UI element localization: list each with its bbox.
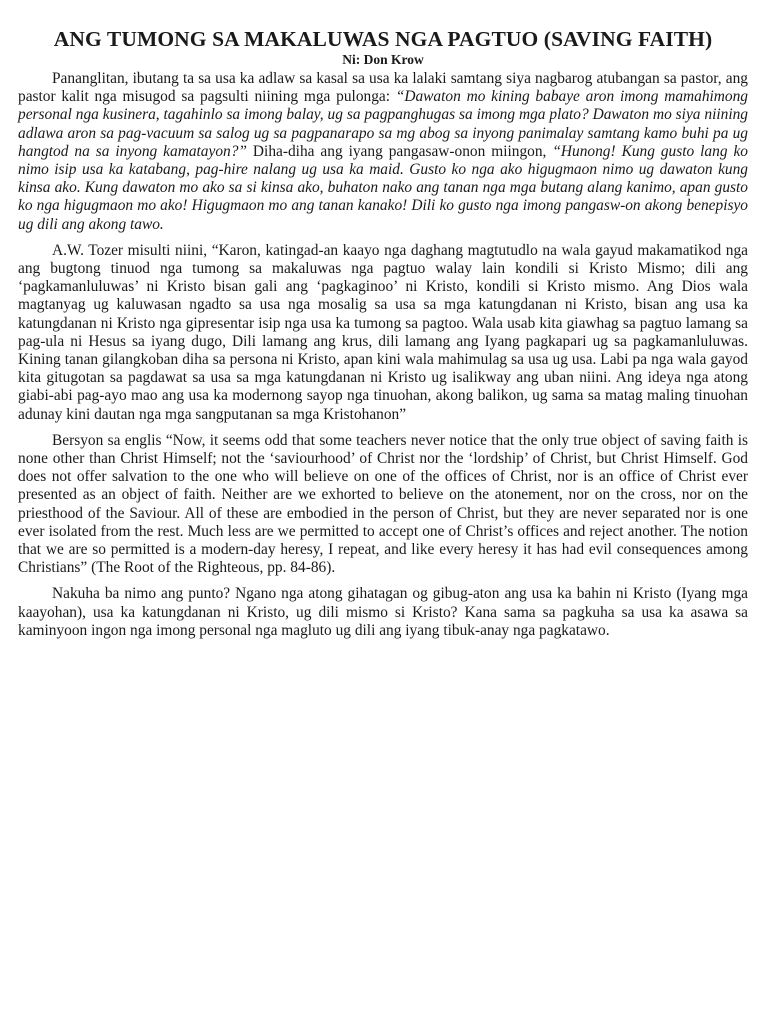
bride-quote: “Hunong! Kung gusto lang ko nimo isip usa ka katabang, pag-hire nalang ug usa ka maid. Gusto ko nga ako higugmaon nimo ug dawaton kung kinsa ako. Kung dawaton mo ako sa si kinsa ako, buhaton nako ang tanan nga mga butang alang kanimo, apan gusto ko nga higugmaon mo ako! Higugmaon mo ang tanan kanako! Dili ko gusto nga imong pangasw-on akong benepisyo ug dili ang akong tawo. bbox=[18, 142, 748, 233]
pastor-quote: “Dawaton mo kining babaye aron imong mamahimong personal nga kusinera, tagahinlo sa imong balay, ug sa pagpanghugas sa imong mga plato? Dawaton mo siya niining adlawa aron sa pag-vacuum sa salog ug sa pagpanarapo sa mg abog sa inyong panimalay samtang kamo buhi pa ug hangtod na sa inyong kamatayon?” bbox=[18, 88, 748, 160]
paragraph-text: Pananglitan, ibutang ta sa usa ka adlaw sa kasal sa usa ka lalaki samtang siya nagbarog atubangan sa pastor, ang pastor kalit nga misugod sa pagsulti niining mga pulonga: bbox=[18, 70, 748, 106]
page-title: ANG TUMONG SA MAKALUWAS NGA PAGTUO (SAVING FAITH) bbox=[53, 27, 713, 51]
paragraph-wedding-illustration bbox=[18, 70, 748, 234]
paragraph-english-version: Bersyon sa englis “Now, it seems odd that some teachers never notice that the only true object of saving faith is none other than Christ Himself; not the ‘saviourhood’ of Christ nor the ‘lordship’ of Christ, but Christ Himself. God does not offer salvation to the one who will believe on one of the offices of Christ, nor is an office of Christ ever presented as an object of faith. Neither are we exhorted to believe on the atonement, nor on the cross, nor on the priesthood of the Saviour. All of these are embodied in the person of Christ, but they are never separated nor is one ever isolated from the rest. Much less are we permitted to accept one of Christ’s offices and reject another. The notion that we are so permitted is a modern-day heresy, I repeat, and like every heresy it has had evil consequences among Christians” (The Root of the Righteous, pp. 84-86). bbox=[18, 431, 748, 577]
author-byline: Ni: Don Krow bbox=[342, 52, 424, 67]
paragraph-text: Diha-diha ang iyang pangasaw-onon miingon, bbox=[246, 142, 553, 160]
paragraph-tozer-quote: A.W. Tozer misulti niini, “Karon, katingad-an kaayo nga daghang magtutudlo na wala gayud makamatikod nga ang bugtong tinuod nga tumong sa makaluwas nga pagtuo walay lain kondili si Kristo Mismo; dili ang ‘pagkamanluluwas’ ni Kristo bisan gali ang ‘pagkaginoo’ ni Kristo, kondili si Kristo mismo. Ang Dios wala magtanyag ug kaluwasan ngadto sa usa nga mosalig sa usa sa mga katungdanan ni Kristo, bisan ang usa ka katungdanan ni Kristo nga gipresentar isip nga usa ka tumong sa pagtoo. Wala usab kita giawhag sa pagtuo lamang sa pag-ula ni Hesus sa iyang dugo, Dili lamang ang krus, dili lamang ang Iyang pagkapari ug sa pagkamanluluwas. Kining tanan gilangkoban diha sa persona ni Kristo, apan kini wala mahimulag sa usa ug usa. Labi pa nga wala gayod kita gitugotan sa pagdawat sa usa sa mga katungdanan ni Kristo ug isalikway ang uban niini. Ang ideya nga atong giabi-abi pag-ayo mao ang usa ka modernong sayop nga tinuohan, akong balikon, ug sama sa matag maling tinuohan adunay kini dautan nga mga sangputanan sa mga Kristohanon” bbox=[18, 241, 748, 423]
paragraph-conclusion: Nakuha ba nimo ang punto? Ngano nga atong gihatagan og gibug-aton ang usa ka bahin ni Kristo (Iyang mga kaayohan), usa ka katungdanan ni Kristo, ug dili mismo si Kristo? Kana sama sa pagkuha sa usa ka asawa sa kaminyoon ingon nga imong personal nga magluto ug dili ang iyang tibuk-anay nga pagkatawo. bbox=[18, 585, 748, 639]
